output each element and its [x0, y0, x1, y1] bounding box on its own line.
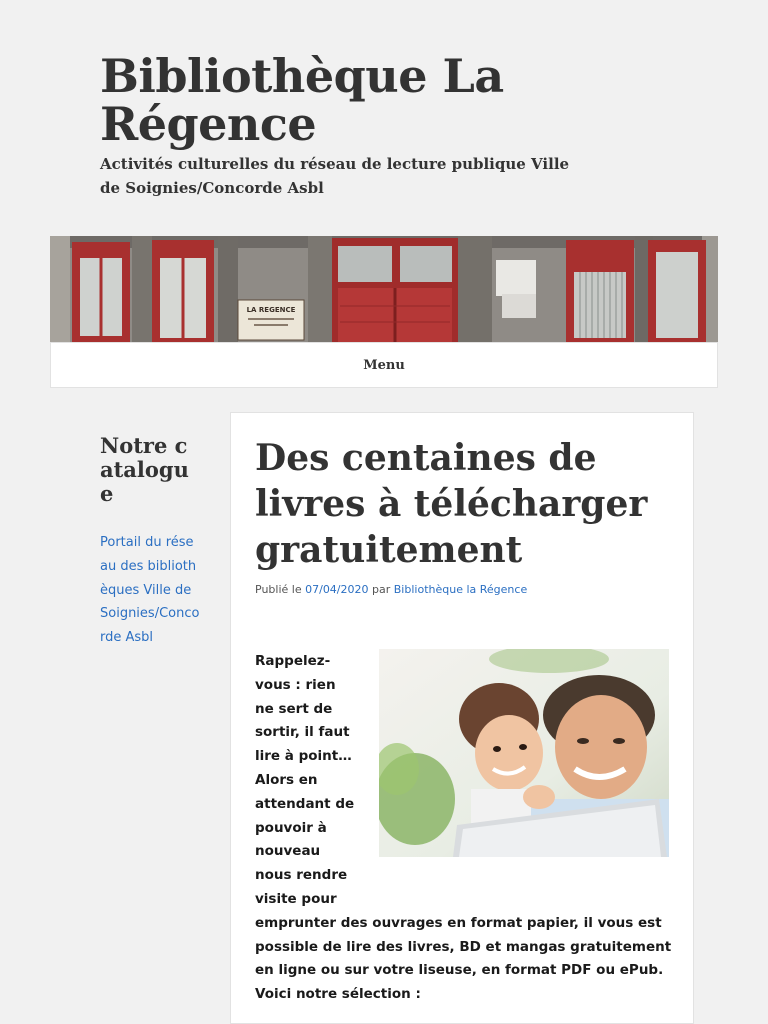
- post-title[interactable]: Des centaines de livres à télécharger gratuitement: [255, 437, 648, 571]
- header-image: [50, 236, 718, 342]
- post-lead-text: Rappelez-vous : rien ne sert de sortir, il faut lire à point… Alors en attendant de pouvoir à nouveau nous rendre visite pour: [255, 653, 355, 907]
- post-article: [230, 412, 694, 1024]
- post-body-text: emprunter des ouvrages en format papier, il vous est possible de lire des livres, BD et mangas gratuitement en ligne ou sur votre liseuse, en format PDF ou ePub. Voici notre sélection :: [255, 914, 672, 1003]
- catalog-portal-link[interactable]: Portail du réseau des bibliothèques Ville de Soignies/Concorde Asbl: [100, 535, 200, 646]
- post-author-link[interactable]: Bibliothèque la Régence: [393, 583, 528, 596]
- author-prefix: par: [372, 583, 391, 596]
- menu-toggle-button[interactable]: Menu: [50, 342, 718, 388]
- site-title[interactable]: Bibliothèque La Régence: [100, 49, 504, 151]
- post-date-link[interactable]: 07/04/2020: [305, 583, 369, 596]
- sidebar-widget-title: Notre catalogue: [100, 433, 189, 506]
- post-meta: [255, 583, 675, 596]
- facade-sign-text: LA REGENCE: [246, 306, 296, 314]
- site-description: Activités culturelles du réseau de lecture publique Ville de Soignies/Concorde Asbl: [100, 155, 570, 197]
- published-prefix: Publié le: [255, 583, 302, 596]
- library-facade-image: [50, 236, 718, 342]
- post-content: [255, 650, 673, 1007]
